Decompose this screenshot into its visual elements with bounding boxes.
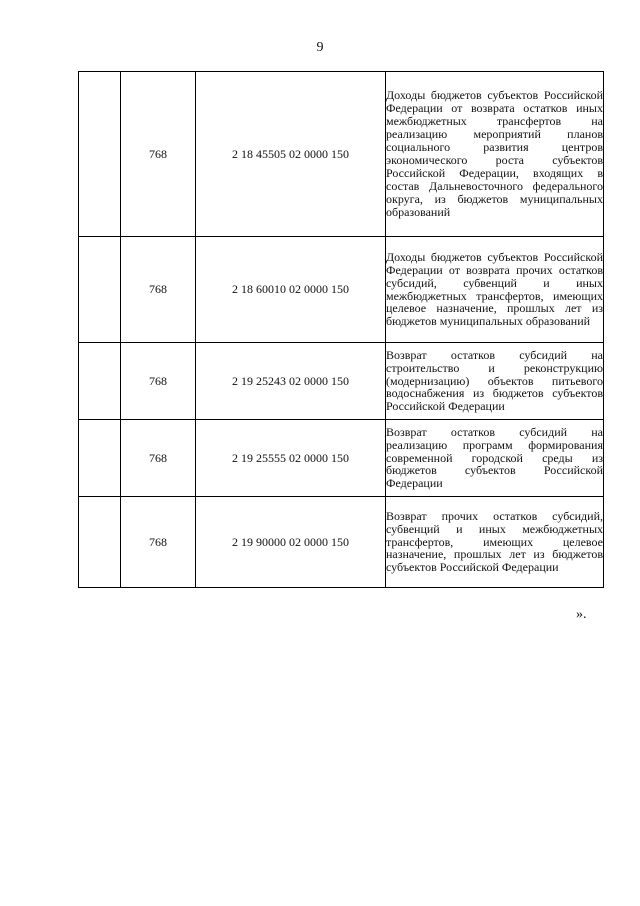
table-row xyxy=(79,497,604,588)
empty-cell xyxy=(79,497,121,588)
kbk-code-cell: 2 19 25243 02 0000 150 xyxy=(196,343,386,420)
table-row xyxy=(79,237,604,343)
admin-code-cell: 768 xyxy=(121,420,196,497)
kbk-code-cell: 2 18 45505 02 0000 150 xyxy=(196,72,386,237)
empty-cell xyxy=(79,420,121,497)
page-number: 9 xyxy=(316,40,324,55)
empty-cell xyxy=(79,237,121,343)
empty-cell xyxy=(79,72,121,237)
admin-code-cell: 768 xyxy=(121,72,196,237)
kbk-code-cell: 2 19 25555 02 0000 150 xyxy=(196,420,386,497)
admin-code-cell: 768 xyxy=(121,237,196,343)
admin-code-cell: 768 xyxy=(121,497,196,588)
table-row xyxy=(79,420,604,497)
table-row xyxy=(79,343,604,420)
description-cell: Возврат прочих остатков субсидий, субвенций и иных межбюджетных трансфертов, имеющих целевое назначение, прошлых лет из бюджетов субъектов Российской Федерации xyxy=(386,497,604,588)
closing-quote-mark: ». xyxy=(576,607,587,622)
kbk-code-cell: 2 18 60010 02 0000 150 xyxy=(196,237,386,343)
description-cell: Возврат остатков субсидий на реализацию программ формирования современной городской среды из бюджетов субъектов Российской Федерации xyxy=(386,420,604,497)
description-cell: Доходы бюджетов субъектов Российской Федерации от возврата прочих остатков субсидий, субвенций и иных межбюджетных трансфертов, имеющих целевое назначение, прошлых лет из бюджетов муниципальных образований xyxy=(386,237,604,343)
kbk-code-cell: 2 19 90000 02 0000 150 xyxy=(196,497,386,588)
table-row xyxy=(79,72,604,237)
description-cell: Доходы бюджетов субъектов Российской Федерации от возврата остатков иных межбюджетных трансфертов на реализацию мероприятий планов социального развития центров экономического роста субъектов Российской Федерации, входящих в состав Дальневосточного федерального округа, из бюджетов муниципальных образований xyxy=(386,72,604,237)
admin-code-cell: 768 xyxy=(121,343,196,420)
empty-cell xyxy=(79,343,121,420)
description-cell: Возврат остатков субсидий на строительство и реконструкцию (модернизацию) объектов питьевого водоснабжения из бюджетов субъектов Российской Федерации xyxy=(386,343,604,420)
budget-codes-table xyxy=(78,71,604,588)
